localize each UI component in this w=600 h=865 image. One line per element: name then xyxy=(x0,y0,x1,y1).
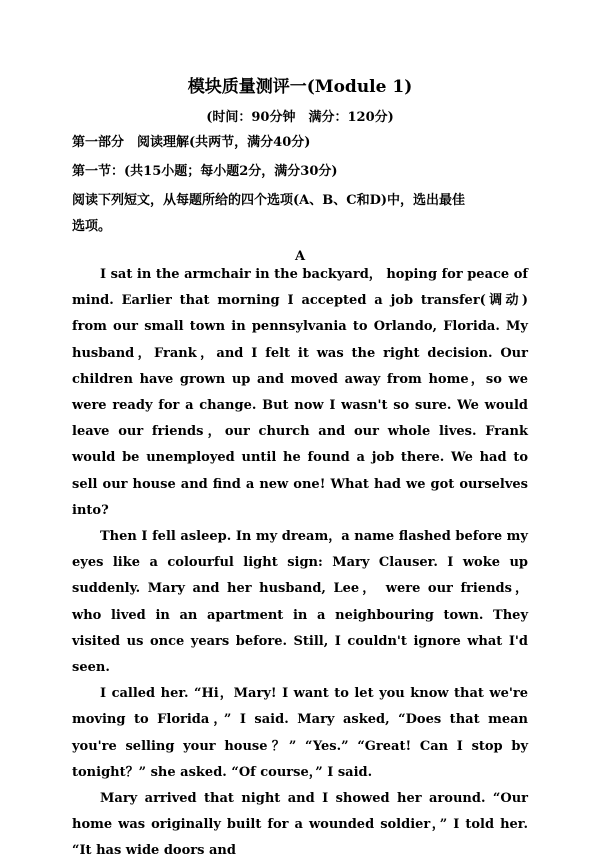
paragraph-text: I sat in the armchair in the backyard， hoping for peace of mind. Earlier that morning I accepted a job transfer(调动) from our small town in pennsylvania to Orlando, Florida. My husband，Frank，and I felt it was the right decision. Our children have grown up and moved away from home，so we were ready for a change. But now I wasn't so sure. We would leave our friends，our church and our whole lives. Frank would be unemployed until he found a job there. We had to sell our house and find a new one! What had we got ourselves into? xyxy=(72,267,528,518)
passage-label: A xyxy=(294,249,306,264)
instructions-line-1: 阅读下列短文，从每题所给的四个选项(A、B、C和D)中，选出最佳 xyxy=(72,193,465,208)
part-heading: 第一部分 阅读理解(共两节，满分40分) xyxy=(72,135,311,150)
page-title: 模块质量测评一(Module 1) xyxy=(187,77,413,97)
paragraph-text: Mary arrived that night and I showed her around. “Our home was originally built for a wounded soldier，” I told her. “It has wide doors and xyxy=(72,791,528,859)
passage-body xyxy=(72,262,528,865)
paragraph xyxy=(72,786,528,865)
paragraph-text: Then I fell asleep. In my dream，a name flashed before my eyes like a colourful light sign: Mary Clauser. I woke up suddenly. Mary and her husband, Lee， were our friends， who lived in an apartment in a neighbouring town. They visited us once years before. Still, I couldn't ignore what I'd seen. xyxy=(72,529,528,676)
paragraph xyxy=(72,524,528,681)
paragraph-text: I called her. “Hi，Mary! I want to let you know that we're moving to Florida，” I said. Mary asked, “Does that mean you're selling your house？” “Yes.” “Great! Can I stop by tonight？” she asked. “Of course，” I said. xyxy=(72,686,528,780)
paragraph xyxy=(72,681,528,786)
paragraph xyxy=(72,262,528,524)
instructions-line-2: 选项。 xyxy=(72,219,112,234)
section-heading: 第一节：(共15小题；每小题2分，满分30分) xyxy=(72,164,338,179)
exam-info: (时间：90分钟 满分：120分) xyxy=(206,110,394,125)
